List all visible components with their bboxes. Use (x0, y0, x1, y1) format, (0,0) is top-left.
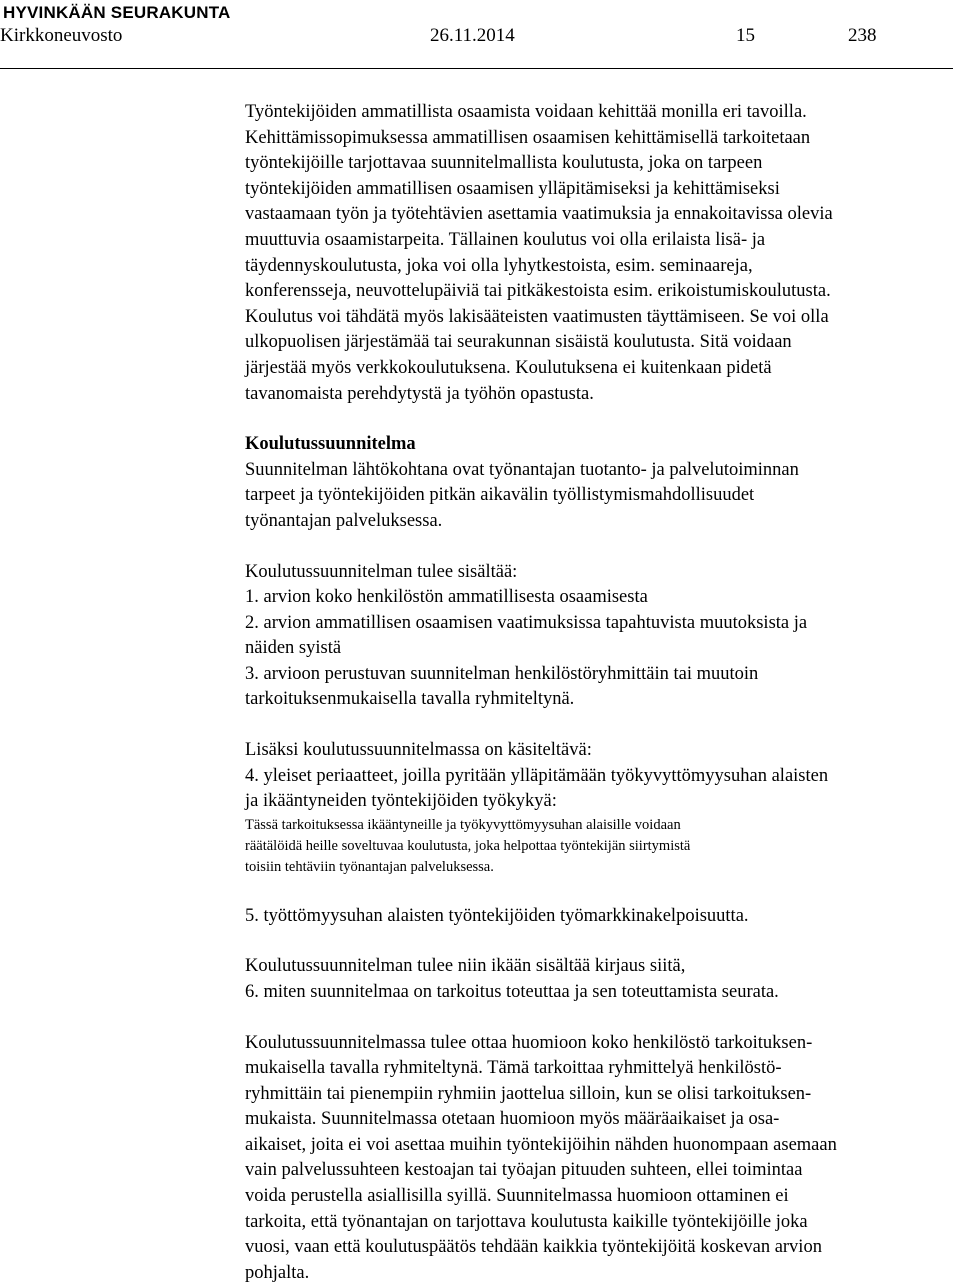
personnel-paragraph: Koulutussuunnitelmassa tulee ottaa huomioon koko henkilöstö tarkoituksen- mukaisella tavalla ryhmiteltynä. Tämä tarkoittaa ryhmittelyä henkilöstö- ryhmittäin tai pienempiin ryhmiin jaottelua silloin, kun se olisi tarkoituksen- mukaista. Suunnitelmassa otetaan huomioon myös määräaikaiset ja osa- aikaiset, joita ei voi asettaa muihin työntekijöihin nähden huonompaan asemaan vain palvelussuhteen kestoajan tai työajan pituuden suhteen, ellei toimintaa voida perustella asiallisilla syillä. Suunnitelmassa huomioon ottaminen ei tarkoita, että työnantajan on tarjottava koulutusta kaikille työntekijöille joka vuosi, vaan että koulutuspäätös tehdään kaikkia työntekijöitä koskevan arvion pohjalta. (245, 1032, 837, 1283)
meeting-date: 26.11.2014 (430, 25, 515, 46)
additional-contents-list: Lisäksi koulutussuunnitelmassa on käsiteltävä: 4. yleiset periaatteet, joilla pyritään ylläpitämään työkyvyttömyysuhan alaisten ja ikääntyneiden työntekijöiden työkykyä: (245, 740, 829, 812)
section-number: 15 (736, 25, 755, 46)
indented-note: Tässä tarkoituksessa ikääntyneille ja työkyvyttömyysuhan alaisille voidaan räätälöidä heille soveltuvaa koulutusta, joka helpottaa työntekijän siirtymistä toisiin tehtäviin työnantajan palveluksessa. (245, 816, 691, 876)
plan-basis-paragraph: Suunnitelman lähtökohtana ovat työnantajan tuotanto- ja palvelutoiminnan tarpeet ja työntekijöiden pitkän aikavälin työllistymismahdollisuudet työnantajan palveluksessa. (245, 459, 799, 531)
page-number: 238 (848, 25, 877, 46)
section-heading: Koulutussuunnitelma (245, 434, 416, 455)
plan-contents-list: Koulutussuunnitelman tulee sisältää: 1. arvion koko henkilöstön ammatillisesta osaamisesta 2. arvion ammatillisen osaamisen vaatimuksissa tapahtuvista muutoksista ja näiden syistä 3. arvioon perustuvan suunnitelman henkilöstöryhmittäin tai muutoin tarkoituksenmukaisella tavalla ryhmiteltynä. (245, 561, 808, 710)
organization-name: HYVINKÄÄN SEURAKUNTA (3, 3, 231, 22)
header-divider (0, 68, 953, 69)
list-item-5: 5. työttömyysuhan alaisten työntekijöiden työmarkkinakelpoisuutta. (245, 905, 749, 926)
meeting-body: Kirkkoneuvosto (0, 25, 123, 46)
document-body (245, 100, 960, 1286)
implementation-paragraph: Koulutussuunnitelman tulee niin ikään sisältää kirjaus siitä, 6. miten suunnitelmaa on tarkoitus toteuttaa ja sen toteuttamista seurata. (245, 956, 779, 1002)
intro-paragraph: Työntekijöiden ammatillista osaamista voidaan kehittää monilla eri tavoilla. Kehittämissopimuksessa ammatillisen osaamisen kehittämisellä tarkoitetaan työntekijöille tarjottavaa suunnitelmallista koulutusta, joka on tarpeen työntekijöiden ammatillisen osaamisen ylläpitämiseksi ja kehittämiseksi vastaamaan työn ja työtehtävien asettamia vaatimuksia ja ennakoitavissa olevia muuttuvia osaamistarpeita. Tällainen koulutus voi olla erilaista lisä- ja täydennyskoulutusta, joka voi olla lyhytkestoista, esim. seminaareja, konferensseja, neuvottelupäiviä tai pitkäkestoista esim. erikoistumiskoulutusta. Koulutus voi tähdätä myös lakisääteisten vaatimusten täyttämiseen. Se voi olla ulkopuolisen järjestämää tai seurakunnan sisäistä koulutusta. Sitä voidaan järjestää myös verkkokoulutuksena. Koulutuksena ei kuitenkaan pidetä tavanomaista perehdytystä ja työhön opastusta. (245, 102, 833, 404)
